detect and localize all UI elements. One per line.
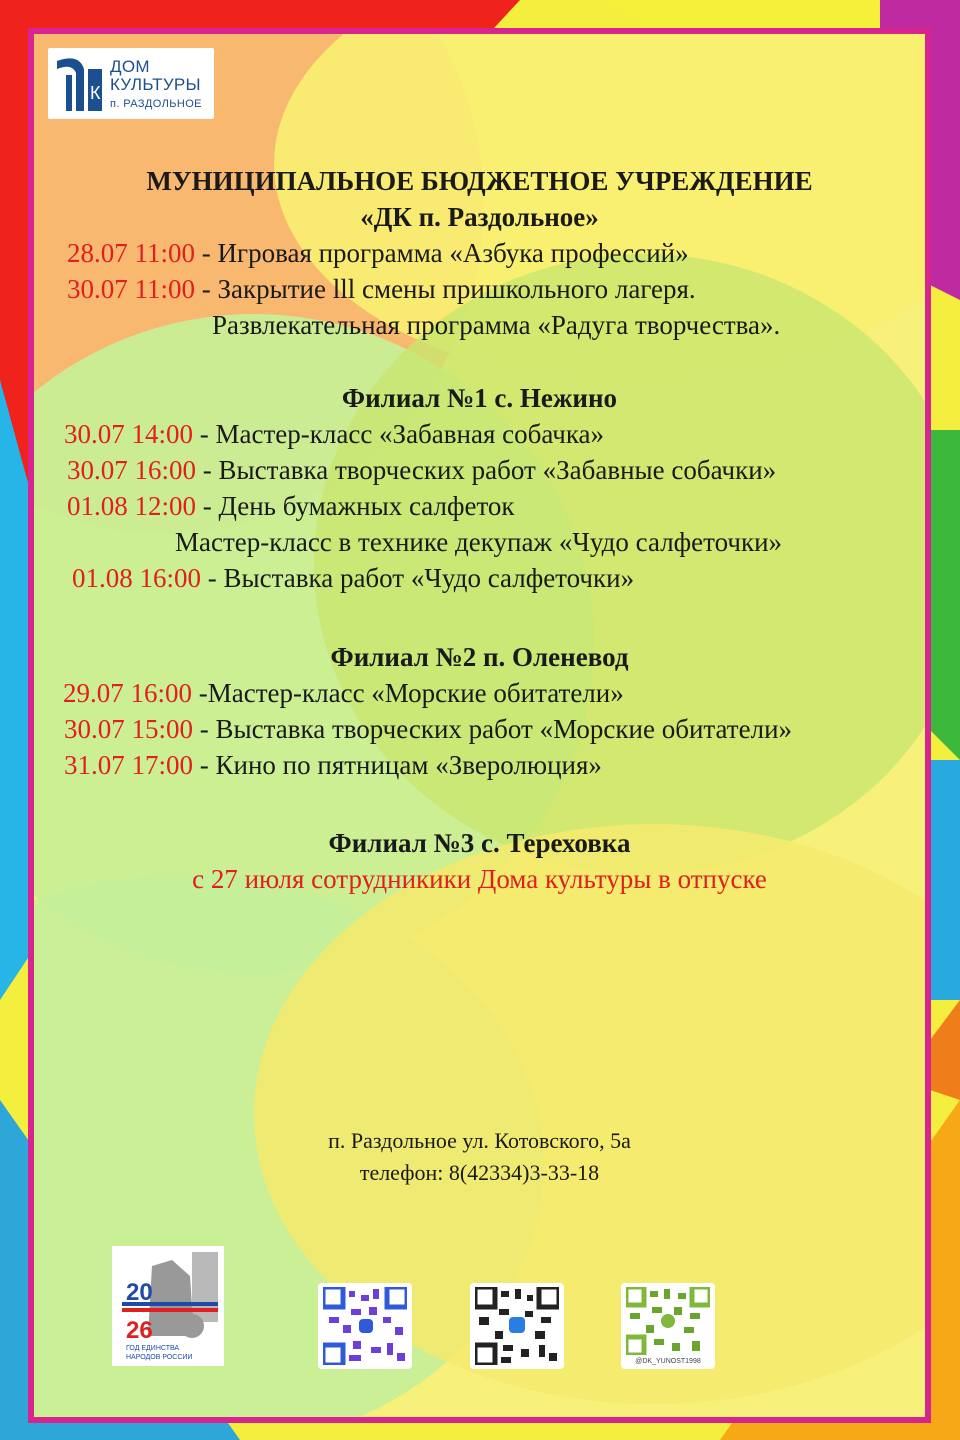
qr-code-icon xyxy=(626,1287,710,1355)
event-date: 01.08 16:00 xyxy=(72,563,202,593)
qr-code-3[interactable] xyxy=(621,1283,715,1369)
address: п. Раздольное ул. Котовского, 5а xyxy=(328,1128,631,1153)
event-text: - Кино по пятницам «Зверолюция» xyxy=(193,750,602,780)
event-text: - Игровая программа «Азбука профессий» xyxy=(195,238,689,268)
qr-caption: @DK_YUNOST1998 xyxy=(635,1358,701,1365)
year-bottom: 26 xyxy=(126,1317,153,1344)
event-text: - Выставка творческих работ «Забавные собачки» xyxy=(196,455,777,485)
logo-text-kultury: КУЛЬТУРЫ xyxy=(110,75,201,94)
event-continuation: Развлекательная программа «Радуга творчества». xyxy=(212,310,781,340)
org-subtitle: «ДК п. Раздольное» xyxy=(360,202,599,232)
event-text: - Закрытие lll смены пришкольного лагеря. xyxy=(195,274,696,304)
event-continuation: Мастер-класс в технике декупаж «Чудо салфеточки» xyxy=(175,527,783,557)
event-date: 30.07 11:00 xyxy=(67,274,195,304)
event-text: - Мастер-класс «Забавная собачка» xyxy=(193,419,605,449)
year-caption-1: ГОД ЕДИНСТВА xyxy=(126,1345,180,1352)
event-date: 30.07 16:00 xyxy=(67,455,197,485)
event-date: 30.07 14:00 xyxy=(64,419,194,449)
event-text: - Выставка творческих работ «Морские обитатели» xyxy=(193,714,793,744)
event-row xyxy=(67,272,696,306)
qr-code-1[interactable] xyxy=(318,1283,412,1369)
year-of-unity-logo xyxy=(112,1246,224,1366)
dk-logo-icon xyxy=(54,55,104,113)
year-caption-2: НАРОДОВ РОССИИ xyxy=(126,1354,193,1361)
year-of-unity-icon xyxy=(112,1246,224,1366)
event-text: - День бумажных салфеток xyxy=(196,491,515,521)
event-row xyxy=(72,561,634,595)
org-title: МУНИЦИПАЛЬНОЕ БЮДЖЕТНОЕ УЧРЕЖДЕНИЕ xyxy=(146,166,813,196)
event-date: 28.07 11:00 xyxy=(67,238,195,268)
event-row xyxy=(63,676,624,710)
qr-code-icon xyxy=(323,1287,407,1365)
event-date: 31.07 17:00 xyxy=(64,750,194,780)
phone: телефон: 8(42334)3-33-18 xyxy=(359,1160,600,1185)
qr-code-icon xyxy=(475,1287,559,1365)
logo-text-dom: ДОМ xyxy=(110,57,150,76)
branch-title: Филиал №2 п. Оленевод xyxy=(330,642,629,672)
poster-frame xyxy=(28,28,931,1423)
event-row xyxy=(64,417,604,451)
event-date: 01.08 12:00 xyxy=(67,491,197,521)
qr-code-2-vk[interactable] xyxy=(470,1283,564,1369)
branch-title: Филиал №3 с. Тереховка xyxy=(328,828,631,858)
branch-title: Филиал №1 с. Нежино xyxy=(341,383,618,413)
dk-logo xyxy=(48,48,214,119)
event-row xyxy=(67,489,515,523)
year-top: 20 xyxy=(126,1279,153,1306)
event-text: - Выставка работ «Чудо салфеточки» xyxy=(201,563,635,593)
logo-text-razdolnoe: п. РАЗДОЛЬНОЕ xyxy=(110,98,202,110)
event-row xyxy=(67,236,689,270)
event-date: 30.07 15:00 xyxy=(64,714,194,744)
event-date: 29.07 16:00 xyxy=(63,678,193,708)
event-row xyxy=(64,748,602,782)
branch-note: с 27 июля сотрудникики Дома культуры в отпуске xyxy=(192,864,767,894)
svg-text:К: К xyxy=(90,83,101,103)
event-text: -Мастер-класс «Морские обитатели» xyxy=(192,678,624,708)
event-row xyxy=(64,712,792,746)
event-row xyxy=(67,453,776,487)
